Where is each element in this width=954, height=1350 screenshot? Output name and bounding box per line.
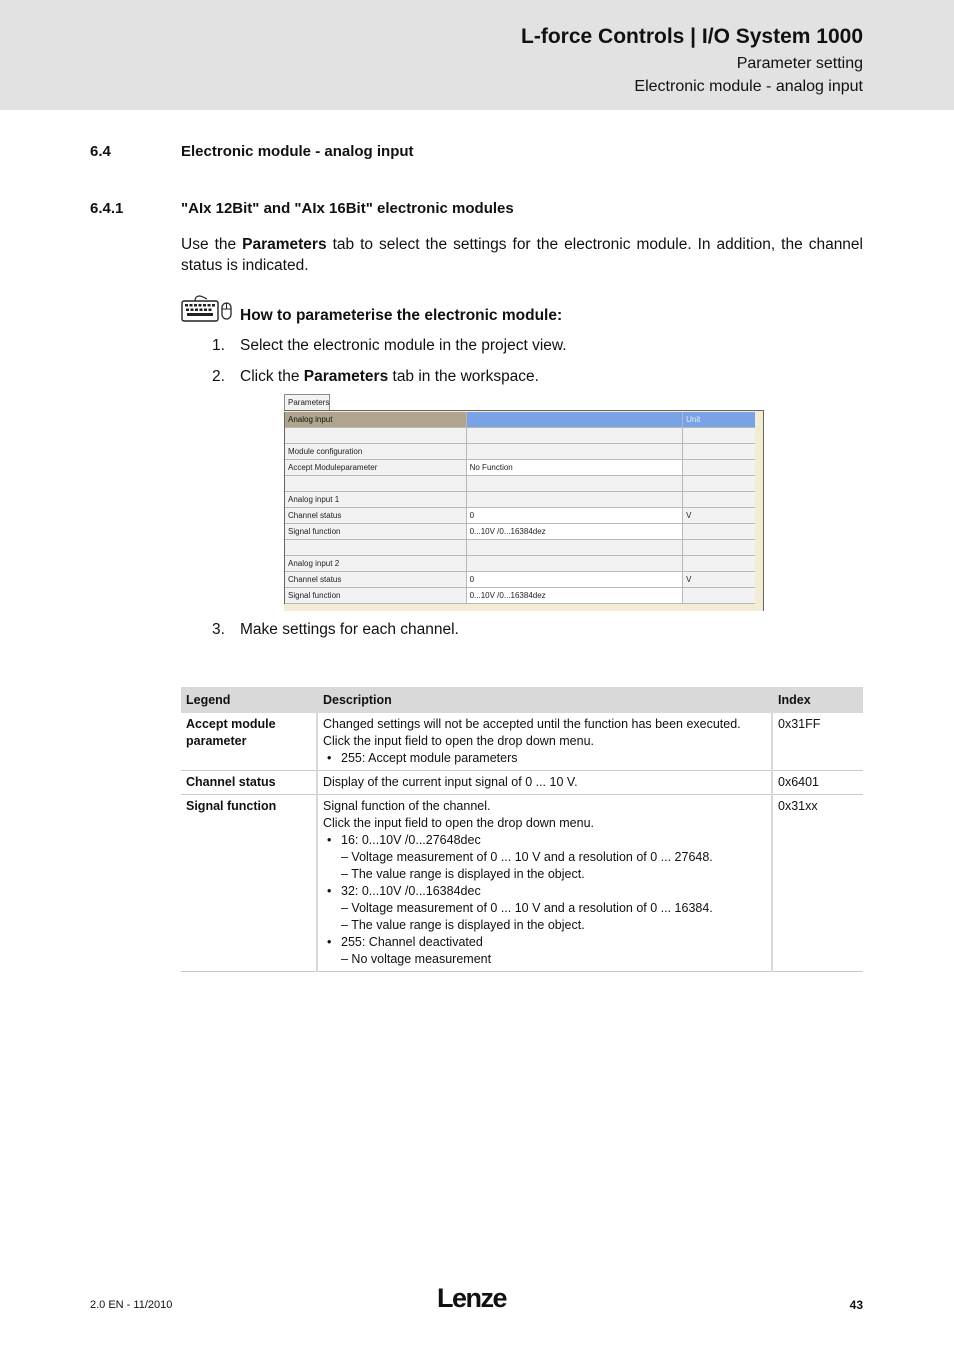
description-line: Signal function of the channel. bbox=[323, 799, 491, 813]
description-bullet: • 16: 0...10V /0...27648dec bbox=[323, 832, 766, 849]
step-1: 1. Select the electronic module in the project view. bbox=[212, 337, 567, 354]
parameter-name-cell bbox=[285, 540, 467, 555]
legend-term: Accept module parameter bbox=[181, 713, 317, 771]
parameter-name-cell: Signal function bbox=[285, 524, 467, 539]
parameter-row bbox=[285, 524, 755, 540]
page-header bbox=[0, 0, 954, 110]
description-line: Click the input field to open the drop down menu. bbox=[323, 816, 595, 830]
legend-table bbox=[181, 687, 863, 972]
section-number: 6.4 bbox=[90, 143, 111, 160]
legend-description bbox=[317, 771, 772, 795]
legend-index: 0x31xx bbox=[772, 795, 863, 972]
legend-description bbox=[317, 795, 772, 972]
description-bullet: • 255: Channel deactivated bbox=[323, 934, 766, 951]
subsection-heading: "AIx 12Bit" and "AIx 16Bit" electronic modules bbox=[181, 200, 514, 217]
parameter-name-cell: Accept Moduleparameter bbox=[285, 460, 467, 475]
parameter-name-cell: Analog input 2 bbox=[285, 556, 467, 571]
parameter-unit-cell bbox=[683, 588, 755, 603]
step-3: 3. Make settings for each channel. bbox=[212, 621, 459, 638]
description-sub-item: – The value range is displayed in the object. bbox=[341, 867, 585, 881]
howto-heading: How to parameterise the electronic module: bbox=[240, 307, 563, 324]
parameter-unit-cell bbox=[683, 444, 755, 459]
description-line: Changed settings will not be accepted until the function has been executed. bbox=[323, 717, 741, 731]
page-number: 43 bbox=[849, 1298, 863, 1312]
parameter-value-field[interactable]: 0 bbox=[467, 508, 684, 523]
description-bullet: • 255: Accept module parameters bbox=[323, 750, 766, 767]
parameters-grid-area bbox=[284, 410, 764, 611]
parameter-name-cell bbox=[285, 428, 467, 443]
parameter-value-field bbox=[467, 476, 684, 491]
parameters-panel-screenshot bbox=[284, 394, 764, 611]
parameter-row bbox=[285, 428, 755, 444]
description-sub-item: – The value range is displayed in the object. bbox=[341, 918, 585, 932]
description-bullet: • 32: 0...10V /0...16384dec bbox=[323, 883, 766, 900]
parameter-unit-cell: Unit bbox=[683, 412, 755, 427]
legend-term: Channel status bbox=[181, 771, 317, 795]
legend-index: 0x31FF bbox=[772, 713, 863, 771]
legend-term: Signal function bbox=[181, 795, 317, 972]
section-title-header: Electronic module - analog input bbox=[634, 78, 863, 95]
description-sub-item: – Voltage measurement of 0 ... 10 V and a resolution of 0 ... 27648. bbox=[341, 850, 713, 864]
parameter-name-cell: Module configuration bbox=[285, 444, 467, 459]
parameter-unit-cell: V bbox=[683, 508, 755, 523]
parameter-row bbox=[285, 540, 755, 556]
lenze-logo: Lenze bbox=[437, 1283, 507, 1313]
parameter-value-field[interactable]: 0...10V /0...16384dez bbox=[467, 524, 684, 539]
description-sub-item: – Voltage measurement of 0 ... 10 V and a resolution of 0 ... 16384. bbox=[341, 901, 713, 915]
section-heading: Electronic module - analog input bbox=[181, 143, 414, 160]
subsection-number: 6.4.1 bbox=[90, 200, 124, 217]
step-2: 2. Click the Parameters tab in the workspace. bbox=[212, 368, 539, 385]
parameter-value-field bbox=[467, 492, 684, 507]
parameter-name-cell: Analog input bbox=[285, 412, 467, 427]
index-column-header: Index bbox=[772, 687, 863, 713]
chapter-title: Parameter setting bbox=[736, 55, 863, 72]
parameter-row bbox=[285, 556, 755, 572]
legend-row bbox=[181, 713, 863, 771]
parameter-name-cell: Signal function bbox=[285, 588, 467, 603]
parameter-unit-cell bbox=[683, 540, 755, 555]
parameter-unit-cell bbox=[683, 428, 755, 443]
parameter-name-cell bbox=[285, 476, 467, 491]
parameter-row bbox=[285, 476, 755, 492]
intro-paragraph: Use the Parameters tab to select the settings for the electronic module. In addition, the channel status is indicated. bbox=[181, 236, 863, 274]
parameter-value-field bbox=[467, 444, 684, 459]
legend-header-row bbox=[181, 687, 863, 713]
parameters-header-row bbox=[285, 412, 755, 428]
parameters-grid bbox=[284, 412, 755, 604]
description-line: Display of the current input signal of 0 ... 10 V. bbox=[323, 775, 578, 789]
parameter-name-cell: Analog input 1 bbox=[285, 492, 467, 507]
description-sub-item: – No voltage measurement bbox=[341, 952, 492, 966]
parameter-row bbox=[285, 572, 755, 588]
parameter-unit-cell bbox=[683, 524, 755, 539]
parameter-value-field[interactable]: No Function bbox=[467, 460, 684, 475]
parameter-value-field bbox=[467, 428, 684, 443]
parameter-row bbox=[285, 460, 755, 476]
parameter-name-cell: Channel status bbox=[285, 572, 467, 587]
legend-column-header: Legend bbox=[181, 687, 317, 713]
description-line: Click the input field to open the drop down menu. bbox=[323, 734, 595, 748]
parameter-row bbox=[285, 444, 755, 460]
document-version: 2.0 EN - 11/2010 bbox=[90, 1299, 173, 1311]
legend-index: 0x6401 bbox=[772, 771, 863, 795]
description-column-header: Description bbox=[317, 687, 772, 713]
tab-parameters[interactable]: Parameters bbox=[284, 394, 330, 411]
parameter-value-field bbox=[467, 412, 684, 427]
parameter-row bbox=[285, 508, 755, 524]
keyboard-mouse-icon bbox=[181, 293, 233, 323]
document-title: L-force Controls | I/O System 1000 bbox=[521, 25, 863, 48]
legend-description bbox=[317, 713, 772, 771]
parameter-unit-cell bbox=[683, 492, 755, 507]
legend-row bbox=[181, 771, 863, 795]
parameter-name-cell: Channel status bbox=[285, 508, 467, 523]
parameter-value-field bbox=[467, 556, 684, 571]
parameter-unit-cell bbox=[683, 460, 755, 475]
parameter-row bbox=[285, 492, 755, 508]
parameter-value-field[interactable]: 0 bbox=[467, 572, 684, 587]
parameter-unit-cell bbox=[683, 556, 755, 571]
parameter-value-field[interactable]: 0...10V /0...16384dez bbox=[467, 588, 684, 603]
parameter-unit-cell: V bbox=[683, 572, 755, 587]
parameter-value-field bbox=[467, 540, 684, 555]
parameter-row bbox=[285, 588, 755, 604]
legend-row bbox=[181, 795, 863, 972]
parameter-unit-cell bbox=[683, 476, 755, 491]
